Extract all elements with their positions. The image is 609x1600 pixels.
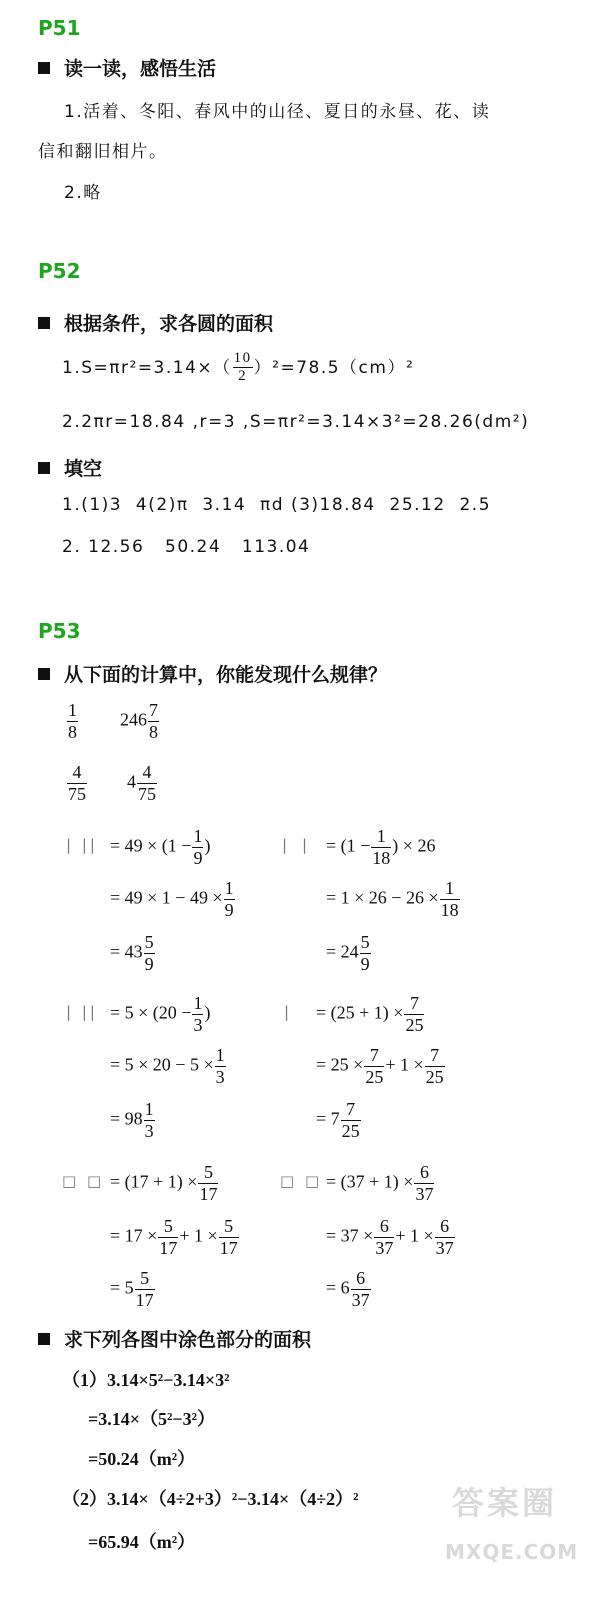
denominator: 9 <box>224 899 234 920</box>
numerator: 6 <box>374 1216 394 1238</box>
fraction <box>148 700 159 742</box>
fraction <box>371 826 391 868</box>
p51-line-1: 1.活着、冬阳、春风中的山径、夏日的永昼、花、读 <box>64 102 491 122</box>
whole-number: 4 <box>127 771 136 792</box>
fraction <box>364 1045 384 1087</box>
numerator: 7 <box>364 1045 384 1067</box>
denominator: 3 <box>144 1120 154 1141</box>
answer-line-1: （1）3.14×5²−3.14×3² <box>62 1370 230 1390</box>
p52-fill-1: 1.(1)3 4(2)π 3.14 πd (3)18.84 25.12 2.5 <box>62 495 492 515</box>
calc1-line-3 <box>110 932 156 974</box>
numerator: 1 <box>193 826 203 846</box>
fraction <box>341 1099 361 1141</box>
numerator: 7 <box>341 1099 361 1121</box>
bullet-square-icon <box>38 62 50 74</box>
fraction-row-2 <box>66 762 158 804</box>
fraction-row-1 <box>66 700 160 742</box>
denominator: 75 <box>138 783 156 804</box>
fraction <box>440 878 460 920</box>
numerator: 7 <box>404 993 424 1015</box>
numerator: 6 <box>435 1216 455 1238</box>
expr: = 24 <box>326 941 359 962</box>
denominator: 37 <box>435 1237 454 1258</box>
bullet-square-icon <box>38 317 50 329</box>
numerator: 1 <box>68 700 77 720</box>
fraction <box>215 1045 226 1087</box>
heading-shaded-area <box>38 1325 311 1352</box>
page-label-p51: P51 <box>38 16 81 40</box>
denominator: 25 <box>341 1120 360 1141</box>
expr: + 1 × <box>385 1054 424 1075</box>
denominator: 17 <box>199 1183 218 1204</box>
calc4-line-3 <box>316 1099 362 1141</box>
calc4-line-1 <box>316 993 425 1035</box>
fraction <box>224 878 235 920</box>
calc4-line-2 <box>316 1045 446 1087</box>
fraction <box>67 700 78 742</box>
denominator: 18 <box>372 847 391 868</box>
numerator: 5 <box>360 932 370 952</box>
denominator: 37 <box>351 1289 370 1310</box>
expr: = 43 <box>110 941 143 962</box>
p52-question-2: 2.2πr=18.84 ,r=3 ,S=πr²=3.14×3²=28.26(dm²) <box>62 412 530 432</box>
garbled-chars: | | <box>282 836 317 854</box>
expr: = 5 <box>110 1277 134 1298</box>
numerator: 4 <box>137 762 157 784</box>
calc5-line-1 <box>110 1162 219 1204</box>
denominator: 17 <box>159 1237 178 1258</box>
numerator: 1 <box>371 826 391 848</box>
heading-text: 从下面的计算中，你能发现什么规律？ <box>64 664 388 686</box>
fraction <box>158 1216 178 1258</box>
calc3-line-3 <box>110 1099 156 1141</box>
calc5-line-3 <box>110 1268 156 1310</box>
calc3-line-1 <box>110 993 210 1035</box>
numerator: 5 <box>158 1216 178 1238</box>
heading-circle-area <box>38 309 273 336</box>
expr: = 17 × <box>110 1225 158 1246</box>
denominator: 9 <box>360 953 370 974</box>
denominator: 3 <box>215 1066 225 1087</box>
fraction <box>414 1162 434 1204</box>
garbled-chars: □ □ <box>62 1172 105 1190</box>
expr: = (17 + 1) × <box>110 1171 198 1192</box>
garbled-chars: | || <box>66 836 98 854</box>
expr: ) <box>204 835 211 856</box>
p52-question-1 <box>62 350 414 386</box>
fraction <box>144 932 155 974</box>
denominator: 25 <box>365 1066 384 1087</box>
whole-number: 246 <box>120 709 147 730</box>
expr: = 37 × <box>326 1225 374 1246</box>
expr: + 1 × <box>395 1225 434 1246</box>
expr: + 1 × <box>179 1225 218 1246</box>
p52-fill-2: 2. 12.56 50.24 113.04 <box>62 537 311 557</box>
calc1-line-1 <box>110 826 210 868</box>
p51-line-3: 2.略 <box>64 183 102 203</box>
heading-read <box>38 54 216 81</box>
q1-start: 1.S=πr²=3.14×（ <box>62 357 232 378</box>
bullet-square-icon <box>38 462 50 474</box>
calc6-line-2 <box>326 1216 456 1258</box>
fraction <box>137 762 157 804</box>
garbled-chars: | <box>284 1003 293 1021</box>
expr: = 49 × 1 − 49 × <box>110 887 223 908</box>
heading-find-pattern <box>38 660 387 687</box>
watermark-logo: 答案圈 <box>452 1484 558 1522</box>
calc2-line-1 <box>326 826 435 868</box>
bullet-square-icon <box>38 668 50 680</box>
fraction <box>233 350 253 386</box>
calc5-line-2 <box>110 1216 240 1258</box>
numerator: 1 <box>224 878 234 898</box>
page-label-p52: P52 <box>38 259 81 283</box>
fraction <box>425 1045 445 1087</box>
fraction <box>198 1162 218 1204</box>
garbled-chars: | || <box>66 1003 98 1021</box>
numerator: 5 <box>219 1216 239 1238</box>
expr: = (25 + 1) × <box>316 1002 404 1023</box>
denominator: 2 <box>238 368 248 385</box>
calc6-line-3 <box>326 1268 372 1310</box>
garbled-chars: □ □ <box>280 1172 323 1190</box>
denominator: 18 <box>440 899 459 920</box>
calc6-line-1 <box>326 1162 435 1204</box>
numerator: 7 <box>149 700 158 720</box>
numerator: 1 <box>144 1099 154 1119</box>
denominator: 8 <box>149 721 158 742</box>
denominator: 17 <box>135 1289 154 1310</box>
fraction <box>67 762 87 804</box>
numerator: 4 <box>67 762 87 784</box>
fraction <box>360 932 371 974</box>
denominator: 37 <box>375 1237 394 1258</box>
fraction <box>219 1216 239 1258</box>
numerator: 5 <box>144 932 154 952</box>
bullet-square-icon <box>38 1333 50 1345</box>
calc2-line-3 <box>326 932 372 974</box>
p51-line-2: 信和翻旧相片。 <box>38 142 168 162</box>
answer-line-2: =3.14×（5²−3²） <box>88 1409 216 1429</box>
denominator: 25 <box>405 1014 424 1035</box>
numerator: 5 <box>135 1268 155 1290</box>
fraction <box>374 1216 394 1258</box>
expr: = 5 × (20 − <box>110 1002 192 1023</box>
heading-text: 求下列各图中涂色部分的面积 <box>64 1329 312 1351</box>
denominator: 17 <box>219 1237 238 1258</box>
expr: ) <box>204 1002 211 1023</box>
expr: = 98 <box>110 1108 143 1129</box>
fraction <box>351 1268 371 1310</box>
answer-line-3: =50.24（m²） <box>88 1449 196 1469</box>
denominator: 8 <box>68 721 77 742</box>
numerator: 5 <box>198 1162 218 1184</box>
expr: = 5 × 20 − 5 × <box>110 1054 214 1075</box>
denominator: 37 <box>415 1183 434 1204</box>
denominator: 9 <box>193 847 203 868</box>
fraction <box>144 1099 155 1141</box>
expr: = 7 <box>316 1108 340 1129</box>
denominator: 3 <box>193 1014 203 1035</box>
expr: = 6 <box>326 1277 350 1298</box>
calc3-line-2 <box>110 1045 227 1087</box>
denominator: 75 <box>68 783 86 804</box>
numerator: 7 <box>425 1045 445 1067</box>
q1-end: ）²=78.5（cm）² <box>253 357 415 378</box>
answer-line-4: （2）3.14×（4÷2+3）²−3.14×（4÷2）² <box>62 1489 359 1509</box>
watermark-url: MXQE.COM <box>445 1540 579 1564</box>
denominator: 25 <box>425 1066 444 1087</box>
numerator: 6 <box>351 1268 371 1290</box>
expr: = (1 − <box>326 835 371 856</box>
fraction <box>192 993 203 1035</box>
expr: ) × 26 <box>392 835 436 856</box>
numerator: 1 <box>440 878 460 900</box>
calc2-line-2 <box>326 878 461 920</box>
expr: = 49 × (1 − <box>110 835 192 856</box>
fraction <box>135 1268 155 1310</box>
page-label-p53: P53 <box>38 619 81 643</box>
answer-line-5: =65.94（m²） <box>88 1532 196 1552</box>
fraction <box>404 993 424 1035</box>
expr: = (37 + 1) × <box>326 1171 414 1192</box>
expr: = 1 × 26 − 26 × <box>326 887 439 908</box>
numerator: 1 <box>193 993 203 1013</box>
heading-text: 读一读，感悟生活 <box>64 58 217 80</box>
numerator: 6 <box>414 1162 434 1184</box>
heading-text: 根据条件，求各圆的面积 <box>64 313 274 335</box>
heading-text: 填空 <box>64 458 103 480</box>
expr: = 25 × <box>316 1054 364 1075</box>
heading-fill-blank <box>38 454 102 481</box>
numerator: 10 <box>233 350 253 368</box>
numerator: 1 <box>215 1045 225 1065</box>
calc1-line-2 <box>110 878 236 920</box>
fraction <box>435 1216 455 1258</box>
fraction <box>192 826 203 868</box>
denominator: 9 <box>144 953 154 974</box>
